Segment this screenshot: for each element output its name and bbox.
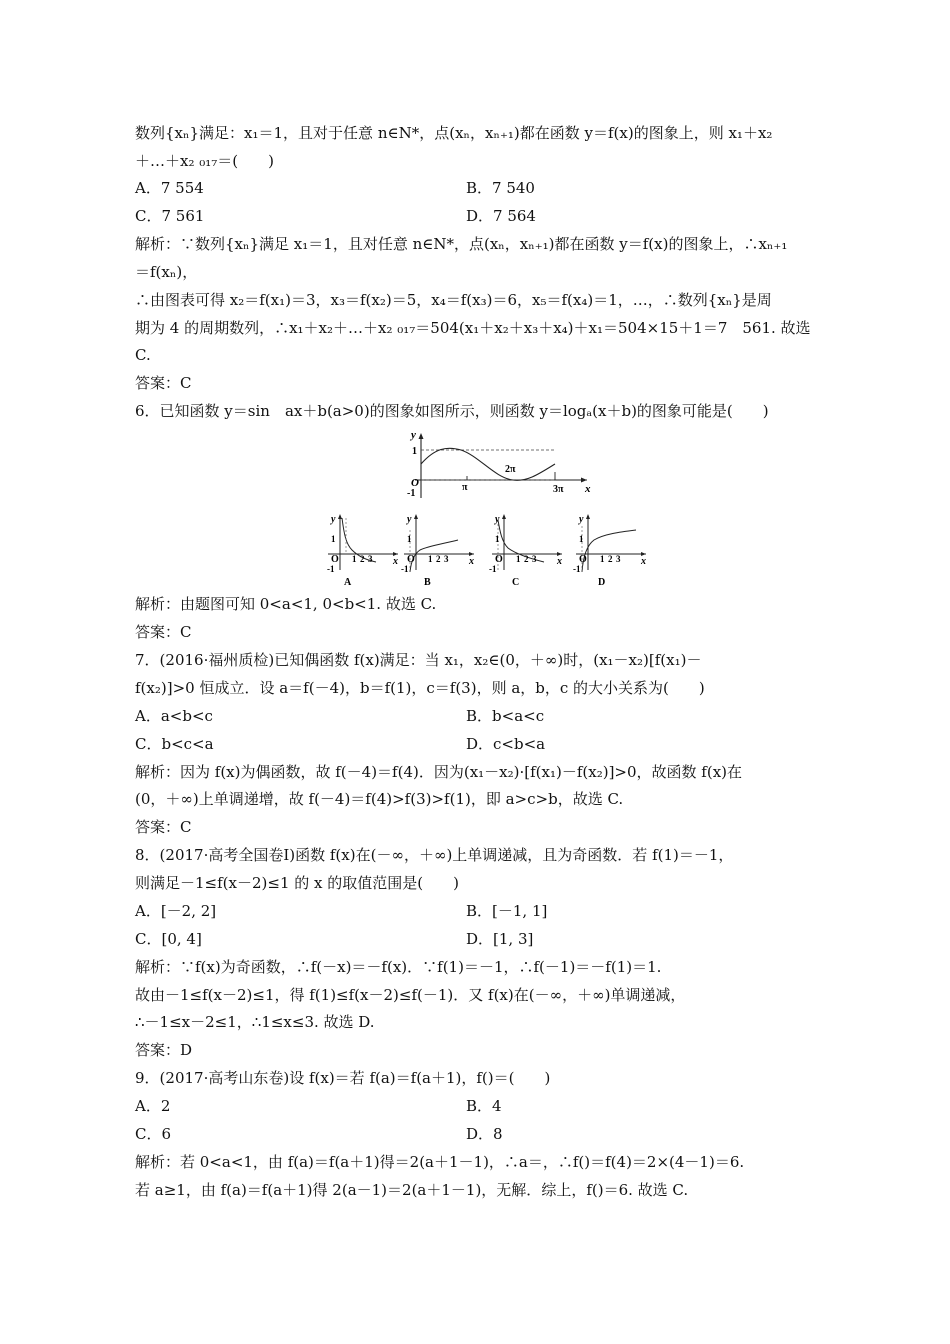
choice-c-y-label: y xyxy=(495,514,500,525)
option-8c: C．[0, 4] xyxy=(135,930,202,948)
choice-d-origin: O xyxy=(579,554,587,565)
choice-c-origin: O xyxy=(495,554,503,565)
solution-5-line-1: 解析：∵数列{xₙ}满足 x₁＝1，且对任意 n∈N*，点(xₙ，xₙ₊₁)都在函数 y＝f(x)的图象上，∴xₙ₊₁ xyxy=(135,235,788,253)
option-7c: C．b<c<a xyxy=(135,735,214,753)
choice-d-tick-1: 1 xyxy=(600,554,605,564)
choice-d-tick-2: 2 xyxy=(608,554,613,564)
question-9-text: 9．(2017·高考山东卷)设 f(x)＝若 f(a)＝f(a＋1)，f()＝( ) xyxy=(135,1069,551,1087)
solution-6: 解析：由题图可知 0<a<1, 0<b<1. 故选 C. xyxy=(135,595,437,613)
question-7-line-1: 7．(2016·福州质检)已知偶函数 f(x)满足：当 x₁，x₂∈(0，＋∞)时，(x₁－x₂)[f(x₁)－ xyxy=(135,651,702,669)
option-9d: D．8 xyxy=(466,1125,503,1143)
choice-a-label: A xyxy=(344,577,352,588)
sine-graph-x-arrow xyxy=(581,478,587,483)
option-9a: A．2 xyxy=(135,1097,171,1115)
choice-c-y-tick-neg1: -1 xyxy=(489,564,497,574)
choice-b-x-label: x xyxy=(469,556,474,567)
solution-8-line-1: 解析：∵f(x)为奇函数，∴f(－x)＝－f(x)．∵f(1)＝－1，∴f(－1)＝－f(1)＝1. xyxy=(135,958,662,976)
choice-b-y-label: y xyxy=(407,514,412,525)
choice-c-x-label: x xyxy=(557,556,562,567)
question-7-line-2: f(x₂)]>0 恒成立．设 a＝f(－4)，b＝f(1)，c＝f(3)，则 a，b，c 的大小关系为( ) xyxy=(135,679,705,697)
solution-5-line-4: 期为 4 的周期数列，∴x₁＋x₂＋…＋x₂ ₀₁₇＝504(x₁＋x₂＋x₃＋x₄)＋x₁＝504×15＋1＝7 561. 故选 xyxy=(135,319,811,337)
question-5-text-line-1: 数列{xₙ}满足：x₁＝1，且对于任意 n∈N*，点(xₙ，xₙ₊₁)都在函数 y＝f(x)的图象上，则 x₁＋x₂ xyxy=(135,124,773,142)
option-c: C．7 561 xyxy=(135,207,205,225)
solution-9-line-1: 解析：若 0<a<1，由 f(a)＝f(a＋1)得＝2(a＋1－1)，∴a＝，∴f()＝f(4)＝2×(4－1)＝6. xyxy=(135,1153,745,1171)
solution-5-line-3: ∴由图表可得 x₂＝f(x₁)＝3，x₃＝f(x₂)＝5，x₄＝f(x₃)＝6，x₅＝f(x₄)＝1，…，∴数列{xₙ}是周 xyxy=(135,291,772,309)
sine-graph-tick-1: 1 xyxy=(412,446,417,457)
choice-b-y-tick-neg1: -1 xyxy=(401,564,409,574)
option-7b: B．b<a<c xyxy=(466,707,545,725)
sine-graph-origin: O xyxy=(411,477,419,489)
choice-c-tick-2: 2 xyxy=(524,554,529,564)
answer-8: 答案：D xyxy=(135,1041,193,1059)
choice-d-y-label: y xyxy=(579,514,584,525)
choice-a-origin: O xyxy=(331,554,339,565)
choice-d-y-tick-neg1: -1 xyxy=(573,564,581,574)
sine-graph-x-label: x xyxy=(585,483,591,495)
option-d: D．7 564 xyxy=(466,207,536,225)
choice-b-tick-1: 1 xyxy=(428,554,433,564)
option-8b: B．[－1, 1] xyxy=(466,902,548,920)
choice-a-y-tick-1: 1 xyxy=(331,534,336,544)
solution-5-line-5: C. xyxy=(135,346,151,364)
sine-graph-label-2pi: 2π xyxy=(505,464,516,475)
option-9b: B．4 xyxy=(466,1097,502,1115)
choice-graph-d xyxy=(570,510,650,590)
solution-7-line-1: 解析：因为 f(x)为偶函数，故 f(－4)＝f(4)．因为(x₁－x₂)·[f(x₁)－f(x₂)]>0，故函数 f(x)在 xyxy=(135,763,743,781)
sine-graph-y-arrow xyxy=(419,433,424,439)
choice-graph-c xyxy=(486,510,566,590)
choice-d-label: D xyxy=(598,577,606,588)
option-7a: A．a<b<c xyxy=(135,707,213,725)
question-5-text-line-2: ＋…＋x₂ ₀₁₇＝( ) xyxy=(135,152,274,170)
option-8d: D．[1, 3] xyxy=(466,930,534,948)
choice-b-y-tick-1: 1 xyxy=(407,534,412,544)
choice-b-tick-3: 3 xyxy=(444,554,449,564)
question-8-line-2: 则满足－1≤f(x－2)≤1 的 x 的取值范围是( ) xyxy=(135,874,459,892)
sine-graph-label-pi: π xyxy=(462,482,468,493)
choice-d-tick-3: 3 xyxy=(616,554,621,564)
answer-5: 答案：C xyxy=(135,374,192,392)
choice-b-origin: O xyxy=(407,554,415,565)
solution-7-line-2: (0，＋∞)上单调递增，故 f(－4)＝f(4)>f(3)>f(1)，即 a>c>b，故选 C. xyxy=(135,790,624,808)
choice-c-tick-1: 1 xyxy=(516,554,521,564)
option-a: A．7 554 xyxy=(135,179,204,197)
solution-9-line-2: 若 a≥1，由 f(a)＝f(a＋1)得 2(a－1)＝2(a＋1－1)，无解．综上，f()＝6. 故选 C. xyxy=(135,1181,689,1199)
answer-6: 答案：C xyxy=(135,623,192,641)
choice-graph-a xyxy=(322,510,402,590)
choice-d-x-label: x xyxy=(641,556,646,567)
option-8a: A．[－2, 2] xyxy=(135,902,217,920)
choice-a-tick-1: 1 xyxy=(352,554,357,564)
choice-c-label: C xyxy=(512,577,520,588)
sine-graph-label-3pi: 3π xyxy=(553,484,564,495)
option-9c: C．6 xyxy=(135,1125,172,1143)
option-b: B．7 540 xyxy=(466,179,535,197)
question-6-text: 6．已知函数 y＝sin ax＋b(a>0)的图象如图所示，则函数 y＝logₐ(x＋b)的图象可能是( ) xyxy=(135,402,769,420)
choice-b-tick-2: 2 xyxy=(436,554,441,564)
choice-a-y-tick-neg1: -1 xyxy=(327,564,335,574)
choice-a-tick-3: 3 xyxy=(368,554,373,564)
choice-a-x-label: x xyxy=(393,556,398,567)
sine-graph-curve xyxy=(421,448,555,480)
sine-graph-tick-neg1: -1 xyxy=(407,488,416,499)
solution-8-line-3: ∴－1≤x－2≤1，∴1≤x≤3. 故选 D. xyxy=(135,1013,375,1031)
choice-c-y-tick-1: 1 xyxy=(495,534,500,544)
option-7d: D．c<b<a xyxy=(466,735,546,753)
sine-graph-figure xyxy=(395,430,595,502)
choice-d-y-tick-1: 1 xyxy=(579,534,584,544)
choice-c-tick-3: 3 xyxy=(532,554,537,564)
question-8-line-1: 8．(2017·高考全国卷Ⅰ)函数 f(x)在(－∞，＋∞)上单调递减，且为奇函数．若 f(1)＝－1， xyxy=(135,846,734,864)
choice-a-tick-2: 2 xyxy=(360,554,365,564)
solution-8-line-2: 故由－1≤f(x－2)≤1，得 f(1)≤f(x－2)≤f(－1)．又 f(x)在(－∞，＋∞)单调递减， xyxy=(135,986,686,1004)
choice-graph-b xyxy=(398,510,478,590)
choice-b-label: B xyxy=(424,577,431,588)
choice-a-y-label: y xyxy=(331,514,336,525)
solution-5-line-2: ＝f(xₙ)， xyxy=(135,263,198,281)
answer-7: 答案：C xyxy=(135,818,192,836)
sine-graph-y-label: y xyxy=(411,430,416,441)
